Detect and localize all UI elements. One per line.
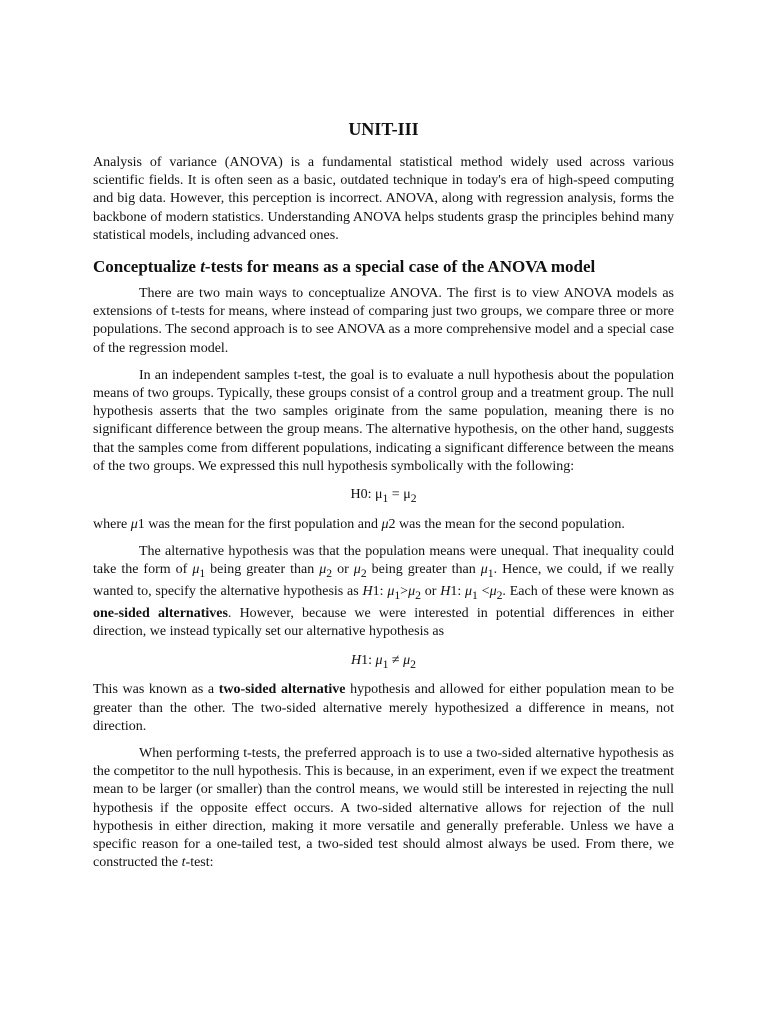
paragraph-two-sided: This was known as a two-sided alternative hypothesis and allowed for either population mean to be greater than the other. The two-sided alternative merely hypothesized a difference in means, not direction.: [93, 682, 674, 734]
paragraph-preferred-approach: When performing t-tests, the preferred approach is to use a two-sided alternative hypothesis as the competitor to the null hypothesis. This is because, in an experiment, even if we expect the treatment mean to be larger (or smaller) than the control means, we would still be interested in rejecting the null hypothesis if the opposite effect occurs. A two-sided alternative allows for rejection of the null hypothesis in either direction, making it more versatile and generally preferable. Unless we have a specific reason for a one-tailed test, a two-sided test should almost always be used. From there, we constructed the t-test:: [93, 746, 674, 871]
equation-alternative-hypothesis: H1: $\mu_1 \ne \mu_2$: [351, 652, 416, 671]
paragraph-t-test: In an independent samples t-test, the goal is to evaluate a null hypothesis about the population means of two groups. Typically, these groups consist of a control group and a treatment group. The null hypothesis asserts that the two samples originate from the same population, meaning there is no significant difference between the group means. The alternative hypothesis, on the other hand, suggests that the samples come from different populations, indicating a significant difference between the means of the two groups. We expressed this null hypothesis symbolically with the following:: [93, 367, 674, 474]
section-heading: Conceptualize t-tests for means as a special case of the ANOVA model: [93, 257, 596, 277]
intro-paragraph: Analysis of variance (ANOVA) is a fundamental statistical method widely used across various scientific fields. It is often seen as a basic, outdated technique in today's era of high-speed computing and big data. However, this perception is incorrect. ANOVA, along with regression analysis, forms the backbone of modern statistics. Understanding ANOVA helps students grasp the principles behind many statistical models, including advanced ones.: [93, 155, 674, 243]
paragraph-conceptualize: There are two main ways to conceptualize ANOVA. The first is to view ANOVA models as extensions of t-tests for means, where instead of comparing just two groups, we compare three or more populations. The second approach is to see ANOVA as a more comprehensive model and a special case of the regression model.: [93, 286, 674, 356]
paragraph-alternative: The alternative hypothesis was that the population means were unequal. That inequality could take the form of $\mu_1$ being greater than $\mu_2$ or $\mu_2$ being greater than $\mu_1$. Hence, we could, if we really wanted to, specify the alternative hypothesis as H1: $\mu_1>\mu_2$ or H1: $\mu_1 <\mu_2$. Each of these were known as one-sided alternatives. However, because we were interested in potential differences in either direction, we instead typically set our alternative hypothesis as: [93, 544, 675, 640]
page-title: UNIT-III: [348, 119, 419, 139]
equation-null-hypothesis: H0: $\mu_1 = \mu_2$: [350, 487, 417, 505]
paragraph-where: where μ1 was the mean for the first population and μ2 was the mean for the second population.: [93, 516, 625, 532]
